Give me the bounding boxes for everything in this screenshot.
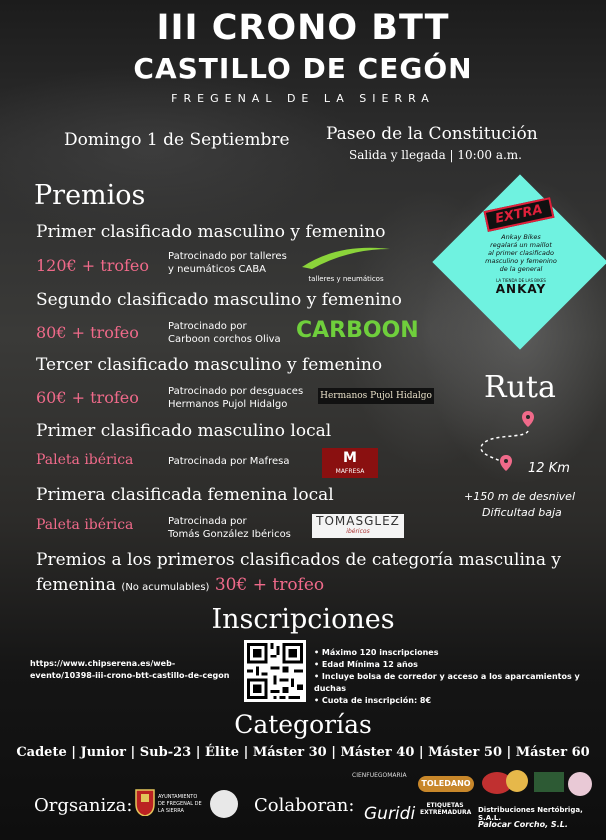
sponsor-logo-yellow-icon bbox=[506, 770, 528, 792]
palocar-text: Palocar Corcho, S.L. bbox=[478, 820, 568, 829]
prize-title: Primer clasificado masculino local bbox=[36, 421, 332, 441]
organize-label: Orgsaniza: bbox=[34, 795, 133, 816]
categories-list: Cadete | Junior | Sub-23 | Élite | Máster 30 | Máster 40 | Máster 50 | Máster 60 bbox=[16, 745, 590, 760]
collaborate-label: Colaboran: bbox=[254, 795, 355, 816]
cienfuego-logo: CIENFUEGOMARIA bbox=[352, 772, 407, 779]
prize-sponsor: Patrocinado por Carboon corchos Oliva bbox=[168, 321, 281, 345]
prize-sponsor: Patrocinado por desguaces Hermanos Pujol Hidalgo bbox=[168, 386, 304, 410]
nertobriga-text: Distribuciones Nertóbriga, S.A.L. bbox=[478, 806, 583, 822]
category-prize-line2: femenina (No acumulables) 30€ + trofeo bbox=[36, 575, 325, 595]
ankay-logo: ANKAY bbox=[495, 282, 547, 296]
prize-sponsor: Patrocinada por Mafresa bbox=[168, 456, 290, 467]
prize-title: Primer clasificado masculino y femenino bbox=[36, 222, 386, 242]
extra-text: Ankay Bikes regalará un maillot al primer clasificado masculino y femenino de la general LA TIENDA DE LAS BIKES ANKAY bbox=[476, 233, 566, 293]
mafresa-logo: M MAFRESA bbox=[322, 448, 378, 478]
prize-title: Segundo clasificado masculino y femenino bbox=[36, 290, 402, 310]
bullet-item: • Incluye bolsa de corredor y acceso a los aparcamientos y duchas bbox=[314, 671, 606, 695]
ayuntamiento-logo: AYUNTAMIENTO DE FREGENAL DE LA SIERRA bbox=[134, 786, 204, 826]
prize-amount: 120€ + trofeo bbox=[36, 256, 150, 275]
guridi-logo: Guridi bbox=[364, 804, 416, 824]
etiquetas-logo: ETIQUETAS EXTREMADURA bbox=[420, 802, 472, 816]
bullet-item: • Edad Mínima 12 años bbox=[314, 659, 606, 671]
qr-code-icon bbox=[244, 640, 306, 702]
caba-logo: talleres y neumáticos bbox=[298, 243, 394, 283]
extra-badge: EXTRA bbox=[484, 197, 555, 232]
carboon-logo: CARBOON bbox=[296, 318, 419, 343]
prize-title: Primera clasificada femenina local bbox=[36, 485, 334, 505]
category-prize-amount: 30€ + trofeo bbox=[214, 575, 325, 595]
prize-amount: 60€ + trofeo bbox=[36, 388, 139, 407]
sponsor-logo-green-icon bbox=[534, 772, 564, 792]
registration-title: Inscripciones bbox=[211, 604, 395, 635]
categories-title: Categorías bbox=[234, 710, 372, 739]
bullet-item: • Máximo 120 inscripciones bbox=[314, 647, 606, 659]
swoosh-icon bbox=[298, 243, 394, 273]
registration-details bbox=[314, 647, 606, 707]
category-prize-line1: Premios a los primeros clasificados de categoría masculina y bbox=[36, 550, 562, 570]
event-time: Salida y llegada | 10:00 a.m. bbox=[349, 148, 522, 162]
pujol-logo: Hermanos Pujol Hidalgo bbox=[318, 388, 434, 404]
prize-amount: Paleta ibérica bbox=[36, 452, 134, 468]
mafresa-icon: M bbox=[343, 450, 357, 466]
prize-title: Tercer clasificado masculino y femenino bbox=[36, 355, 383, 375]
qr-code[interactable] bbox=[244, 640, 306, 702]
prize-amount: Paleta ibérica bbox=[36, 517, 134, 533]
route-difficulty: Dificultad baja bbox=[482, 506, 562, 519]
tomasglez-logo: TOMASGLEZ ibéricos bbox=[312, 514, 404, 538]
prize-amount: 80€ + trofeo bbox=[36, 323, 139, 342]
poster-subtitle: FREGENAL DE LA SIERRA bbox=[171, 92, 435, 105]
poster-title-2: CASTILLO DE CEGÓN bbox=[133, 52, 473, 85]
poster-title: III CRONO BTT bbox=[156, 8, 450, 48]
registration-url[interactable]: https://www.chipserena.es/web- evento/10398-iii-crono-btt-castillo-de-cegon bbox=[30, 659, 230, 680]
route-distance: 12 Km bbox=[528, 461, 570, 476]
bullet-item: • Cuota de inscripción: 8€ bbox=[314, 695, 606, 707]
coat-of-arms-icon bbox=[134, 786, 156, 816]
event-date: Domingo 1 de Septiembre bbox=[64, 130, 290, 150]
prize-sponsor: Patrocinada por Tomás González Ibéricos bbox=[168, 516, 291, 540]
no-accumulable-note: (No acumulables) bbox=[121, 582, 210, 593]
prize-sponsor: Patrocinado por talleres y neumáticos CABA bbox=[168, 251, 287, 275]
route-elevation: +150 m de desnivel bbox=[464, 490, 576, 503]
toledano-logo: TOLEDANO bbox=[418, 776, 474, 792]
sponsor-logo-pink-icon bbox=[568, 772, 592, 796]
club-logo-icon bbox=[210, 790, 238, 818]
prizes-title: Premios bbox=[34, 180, 146, 211]
route-title: Ruta bbox=[484, 370, 556, 405]
event-place: Paseo de la Constitución bbox=[326, 124, 538, 144]
